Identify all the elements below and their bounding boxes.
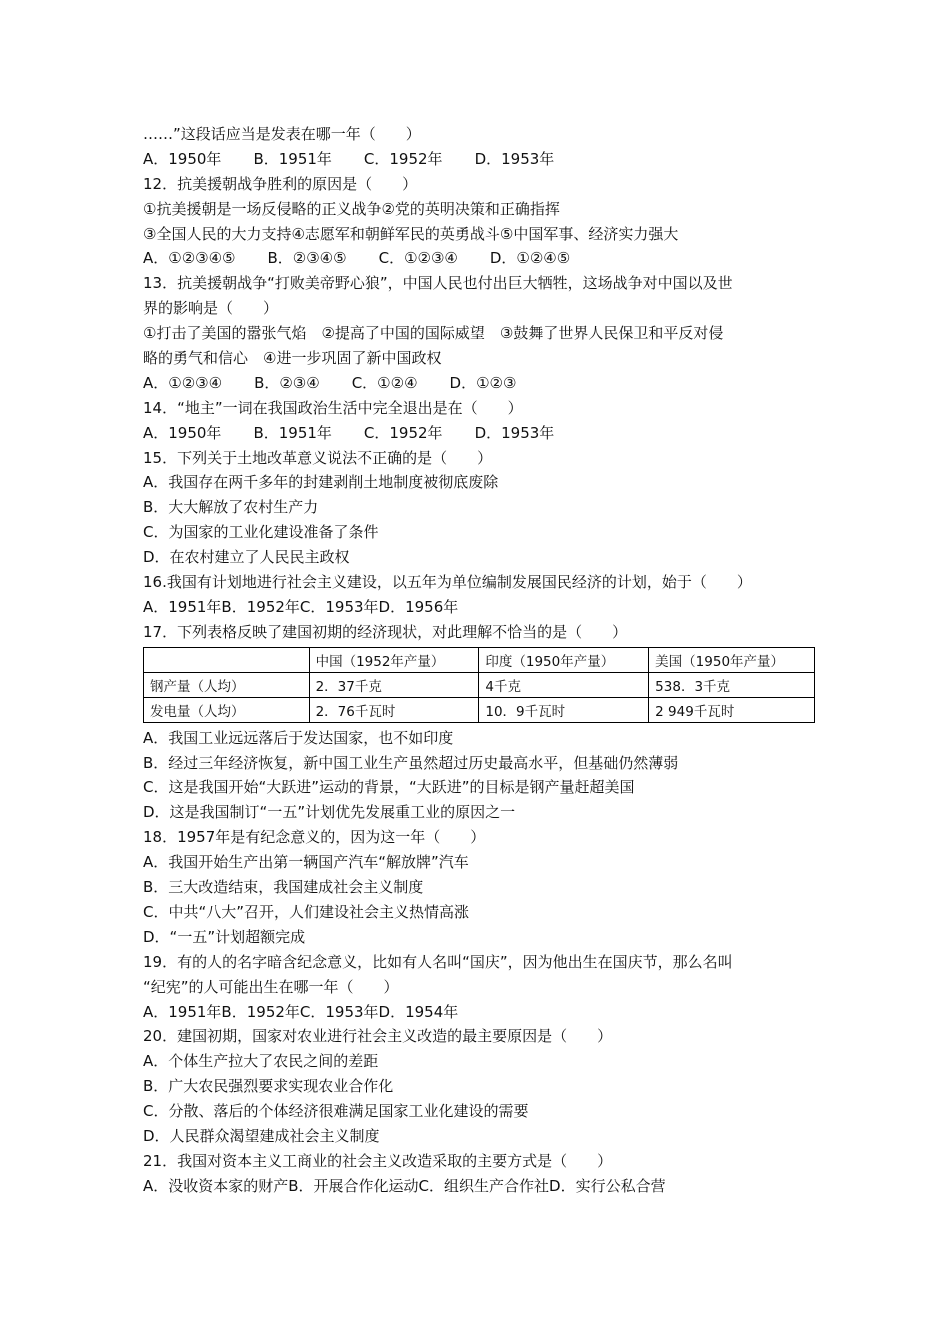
- table-cell: 10．9千瓦时: [479, 697, 649, 722]
- table-row: [144, 672, 815, 697]
- q15-option-c: C．为国家的工业化建设准备了条件: [143, 523, 379, 542]
- q17-stem: 17．下列表格反映了建国初期的经济现状，对此理解不恰当的是（ ）: [143, 622, 628, 641]
- q18-option-b: B．三大改造结束，我国建成社会主义制度: [143, 878, 424, 897]
- q15-stem: 15．下列关于土地改革意义说法不正确的是（ ）: [143, 448, 493, 467]
- q21-stem: 21．我国对资本主义工商业的社会主义改造采取的主要方式是（ ）: [143, 1151, 613, 1170]
- q18-stem: 18．1957年是有纪念意义的，因为这一年（ ）: [143, 828, 486, 847]
- q21-options: A．没收资本家的财产B．开展合作化运动C．组织生产合作社D．实行公私合营: [143, 1176, 666, 1195]
- table-cell: 发电量（人均）: [144, 697, 310, 722]
- table-header-cell: 美国（1950年产量）: [649, 647, 815, 672]
- q14-option-c: C．1952年: [363, 423, 443, 442]
- q12-option-c: C．①②③④: [378, 249, 458, 268]
- q12-stem: 12．抗美援朝战争胜利的原因是（ ）: [143, 174, 418, 193]
- table-cell: 4千克: [479, 672, 649, 697]
- table-header-row: [144, 647, 815, 672]
- q19-options: A．1951年B．1952年C．1953年D．1954年: [143, 1002, 459, 1021]
- table-header-cell: 中国（1952年产量）: [309, 647, 479, 672]
- q15-option-a: A．我国存在两千多年的封建剥削土地制度被彻底废除: [143, 473, 499, 492]
- q11-option-c: C．1952年: [363, 149, 443, 168]
- table-cell: 538．3千克: [649, 672, 815, 697]
- q16-stem: 16.我国有计划地进行社会主义建设，以五年为单位编制发展国民经济的计划，始于（ ）: [143, 573, 752, 592]
- table-header-cell: 印度（1950年产量）: [479, 647, 649, 672]
- table-cell: 2．76千瓦时: [309, 697, 479, 722]
- q18-option-c: C．中共“八大”召开，人们建设社会主义热情高涨: [143, 902, 470, 921]
- q13-option-d: D．①②③: [449, 373, 517, 392]
- q12-statement-1: ①抗美援朝是一场反侵略的正义战争②党的英明决策和正确指挥: [143, 199, 560, 218]
- q14-stem: 14．“地主”一词在我国政治生活中完全退出是在（ ）: [143, 398, 523, 417]
- q17-option-d: D．这是我国制订“一五”计划优先发展重工业的原因之一: [143, 803, 516, 822]
- q11-option-a: A．1950年: [143, 149, 222, 168]
- q16-options: A．1951年B．1952年C．1953年D．1956年: [143, 597, 459, 616]
- table-row: [144, 697, 815, 722]
- q14-options: [143, 421, 823, 446]
- q14-option-b: B．1951年: [253, 423, 332, 442]
- q19-stem-1: 19．有的人的名字暗含纪念意义，比如有人名叫“国庆”，因为他出生在国庆节，那么名叫: [143, 952, 733, 971]
- q13-options: [143, 371, 823, 396]
- q15-option-b: B．大大解放了农村生产力: [143, 498, 319, 517]
- q13-option-a: A．①②③④: [143, 373, 223, 392]
- q17-option-a: A．我国工业远远落后于发达国家，也不如印度: [143, 728, 454, 747]
- exam-page: [143, 122, 823, 1199]
- table-cell: 钢产量（人均）: [144, 672, 310, 697]
- q15-option-d: D．在农村建立了人民民主政权: [143, 548, 350, 567]
- q12-options: [143, 246, 823, 271]
- q17-option-c: C．这是我国开始“大跃进”运动的背景，“大跃进”的目标是钢产量赶超美国: [143, 778, 635, 797]
- q13-option-b: B．②③④: [254, 373, 320, 392]
- q12-option-a: A．①②③④⑤: [143, 249, 236, 268]
- q12-statement-2: ③全国人民的大力支持④志愿军和朝鲜军民的英勇战斗⑤中国军事、经济实力强大: [143, 224, 679, 243]
- q18-option-d: D．“一五”计划超额完成: [143, 927, 306, 946]
- q12-option-d: D．①②④⑤: [489, 249, 571, 268]
- q20-stem: 20．建国初期，国家对农业进行社会主义改造的最主要原因是（ ）: [143, 1027, 613, 1046]
- q11-option-b: B．1951年: [253, 149, 332, 168]
- q20-option-b: B．广大农民强烈要求实现农业合作化: [143, 1077, 394, 1096]
- q17-data-table: [143, 647, 815, 723]
- q18-option-a: A．我国开始生产出第一辆国产汽车“解放牌”汽车: [143, 853, 469, 872]
- q17-option-b: B．经过三年经济恢复，新中国工业生产虽然超过历史最高水平，但基础仍然薄弱: [143, 753, 679, 772]
- q19-stem-2: “纪宪”的人可能出生在哪一年（ ）: [143, 977, 399, 996]
- q12-option-b: B．②③④⑤: [267, 249, 347, 268]
- table-header-cell: [144, 647, 310, 672]
- q14-option-a: A．1950年: [143, 423, 222, 442]
- q13-option-c: C．①②④: [351, 373, 418, 392]
- q11-options: [143, 147, 823, 172]
- q13-statement-2: 略的勇气和信心 ④进一步巩固了新中国政权: [143, 349, 442, 368]
- q13-stem-1: 13．抗美援朝战争“打败美帝野心狼”，中国人民也付出巨大牺牲，这场战争对中国以及世: [143, 274, 733, 293]
- q13-statement-1: ①打击了美国的嚣张气焰 ②提高了中国的国际威望 ③鼓舞了世界人民保卫和平反对侵: [143, 324, 724, 343]
- q20-option-d: D．人民群众渴望建成社会主义制度: [143, 1126, 380, 1145]
- q11-stem-tail: ……”这段话应当是发表在哪一年（ ）: [143, 125, 421, 143]
- q20-option-c: C．分散、落后的个体经济很难满足国家工业化建设的需要: [143, 1102, 529, 1121]
- table-cell: 2．37千克: [309, 672, 479, 697]
- table-cell: 2 949千瓦时: [649, 697, 815, 722]
- q20-option-a: A．个体生产拉大了农民之间的差距: [143, 1052, 379, 1071]
- q14-option-d: D．1953年: [474, 423, 555, 442]
- q13-stem-2: 界的影响是（ ）: [143, 299, 279, 318]
- q11-option-d: D．1953年: [474, 149, 555, 168]
